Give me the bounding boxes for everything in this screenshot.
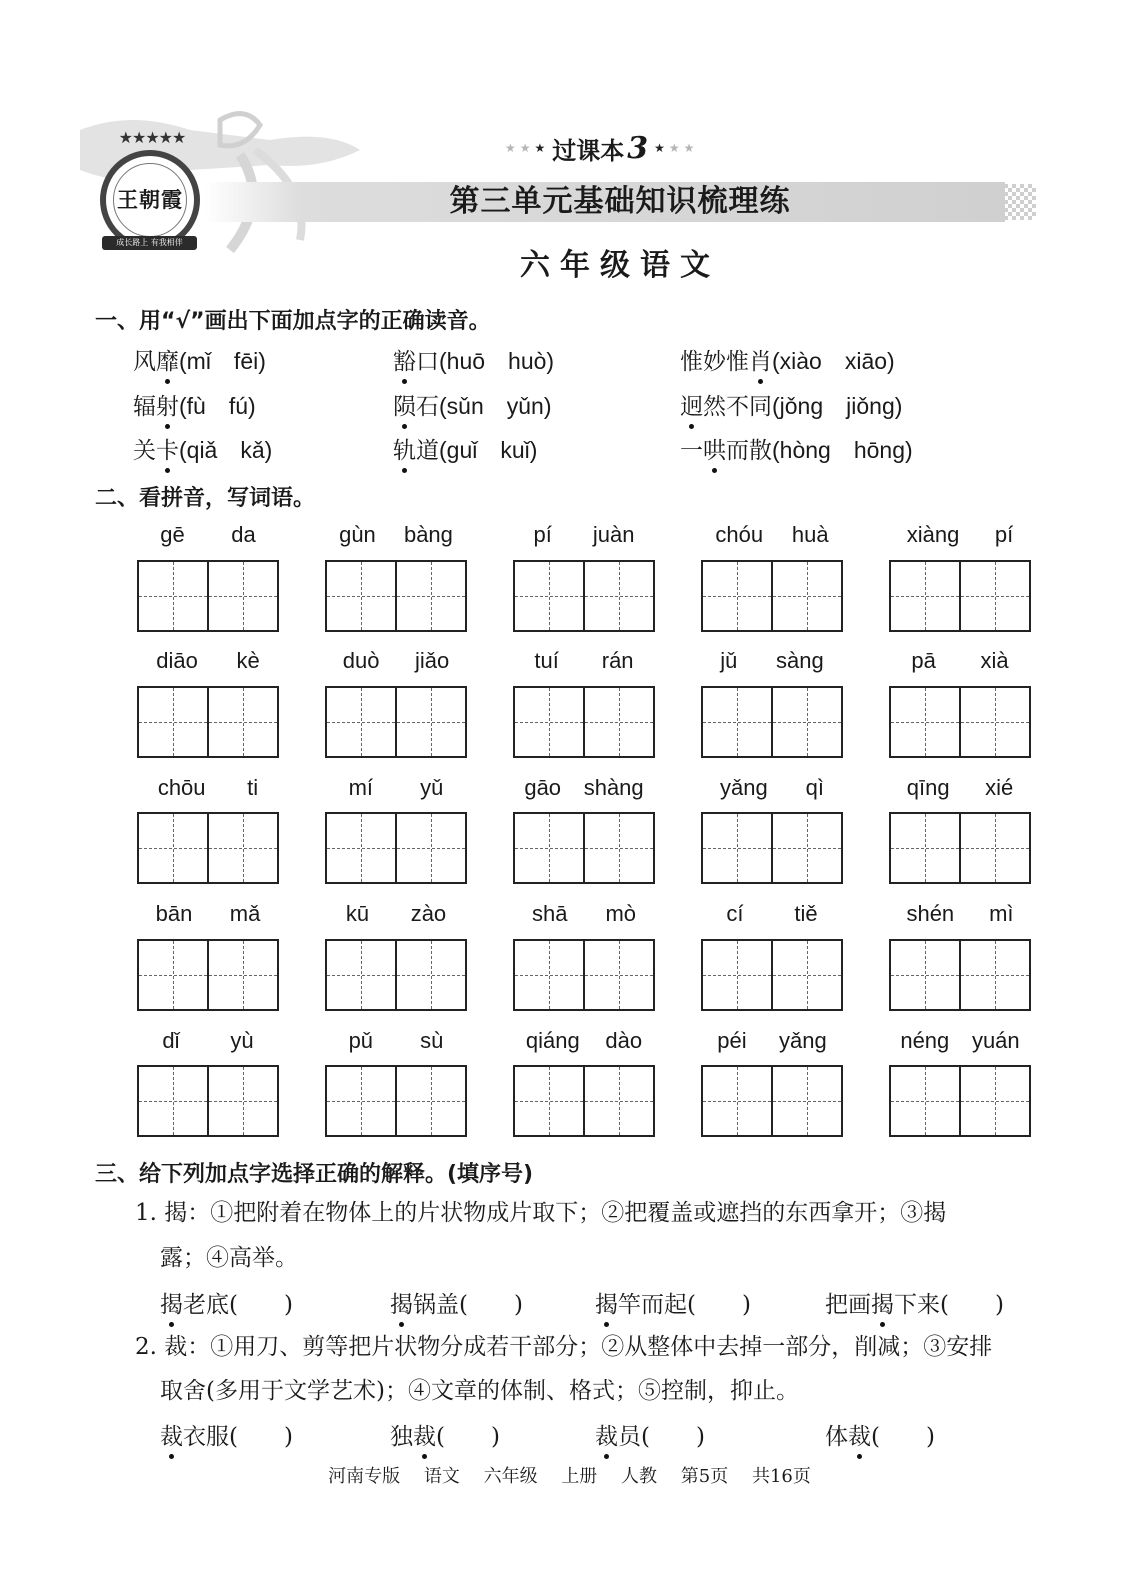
dotted-character: 肖 <box>749 349 772 375</box>
footer-subject: 语文 <box>423 1466 460 1487</box>
writing-box[interactable] <box>325 812 467 884</box>
dotted-character: 哄 <box>703 438 726 464</box>
pinyin-syllable: chóu <box>715 522 764 547</box>
writing-cell[interactable] <box>959 562 1029 630</box>
stars-right-icon: ★★★ <box>654 141 699 155</box>
pinyin-syllable: dǐ <box>162 1028 180 1053</box>
pinyin-syllable: sàng <box>775 648 824 673</box>
logo-stars-icon: ★★★★★ <box>118 128 186 147</box>
pinyin-options[interactable]: (huō huò) <box>439 348 555 374</box>
pronunciation-item <box>393 343 554 376</box>
writing-cell[interactable] <box>327 814 395 882</box>
course-label: 过课本 <box>552 135 625 165</box>
fill-text: 锅盖( ) <box>413 1292 523 1318</box>
course-tag <box>505 130 698 166</box>
writing-cell[interactable] <box>891 814 959 882</box>
pinyin-label <box>325 522 467 548</box>
writing-cell[interactable] <box>515 688 583 756</box>
writing-cell[interactable] <box>139 688 207 756</box>
pinyin-syllable: dào <box>605 1028 643 1053</box>
pinyin-label <box>889 648 1031 674</box>
logo-badge <box>100 150 200 250</box>
logo-name: 王朝霞 <box>117 187 183 212</box>
item-text-post: 而散 <box>726 438 772 464</box>
fill-text: ( ) <box>871 1424 935 1450</box>
pinyin-label <box>137 648 279 674</box>
pinyin-syllable: jiǎo <box>414 648 450 673</box>
writing-box[interactable] <box>325 560 467 632</box>
logo-motto: 成长路上 有我相伴 <box>102 236 197 250</box>
item-text-post: 石 <box>416 394 439 420</box>
pronunciation-item <box>680 388 902 421</box>
fill-text: 下来( ) <box>894 1292 1004 1318</box>
fill-text: 把画 <box>825 1292 871 1318</box>
dotted-character: 轨 <box>393 438 416 464</box>
pinyin-syllable: tiě <box>794 901 818 926</box>
pinyin-syllable: bàng <box>403 522 453 547</box>
writing-box[interactable] <box>137 1065 279 1137</box>
pronunciation-item <box>680 343 895 376</box>
dotted-character: 卡 <box>156 438 179 464</box>
pronunciation-item <box>680 432 913 465</box>
writing-cell[interactable] <box>583 814 653 882</box>
pinyin-syllable: kè <box>236 648 260 673</box>
pinyin-label <box>513 1028 655 1054</box>
checker-decoration <box>1000 184 1036 220</box>
stars-left-icon: ★★★ <box>505 141 550 155</box>
pinyin-syllable: duò <box>342 648 380 673</box>
pronunciation-item <box>133 343 266 376</box>
pinyin-label <box>137 1028 279 1054</box>
dotted-character: 靡 <box>156 349 179 375</box>
writing-cell[interactable] <box>207 814 277 882</box>
writing-cell[interactable] <box>583 562 653 630</box>
pinyin-options[interactable]: (xiào xiāo) <box>772 348 895 374</box>
fill-text: 员( ) <box>618 1424 705 1450</box>
dotted-character: 陨 <box>393 394 416 420</box>
fill-text: 体 <box>825 1424 848 1450</box>
writing-cell[interactable] <box>703 941 771 1009</box>
pinyin-syllable: yǔ <box>420 775 444 800</box>
writing-box[interactable] <box>889 560 1031 632</box>
writing-box[interactable] <box>701 686 843 758</box>
pinyin-label <box>325 1028 467 1054</box>
dotted-character: 迥 <box>680 394 703 420</box>
pinyin-syllable: xià <box>980 648 1009 673</box>
writing-box[interactable] <box>701 812 843 884</box>
pinyin-syllable: mò <box>605 901 636 926</box>
pinyin-label <box>137 775 279 801</box>
fill-item[interactable] <box>160 1286 293 1319</box>
writing-cell[interactable] <box>583 688 653 756</box>
pinyin-label <box>137 522 279 548</box>
footer-total: 共16页 <box>751 1466 811 1487</box>
pinyin-label <box>325 648 467 674</box>
writing-cell[interactable] <box>959 814 1029 882</box>
writing-box[interactable] <box>513 560 655 632</box>
pronunciation-item <box>393 432 537 465</box>
writing-box[interactable] <box>701 560 843 632</box>
writing-cell[interactable] <box>139 1067 207 1135</box>
writing-cell[interactable] <box>139 814 207 882</box>
fill-text: 竿而起( ) <box>618 1292 751 1318</box>
dotted-character: 裁 <box>848 1424 871 1450</box>
writing-box[interactable] <box>137 939 279 1011</box>
writing-cell[interactable] <box>515 814 583 882</box>
pinyin-label <box>889 1028 1031 1054</box>
writing-cell[interactable] <box>583 941 653 1009</box>
pinyin-label <box>889 775 1031 801</box>
writing-cell[interactable] <box>959 688 1029 756</box>
pinyin-label <box>701 775 843 801</box>
writing-box[interactable] <box>513 812 655 884</box>
q2-definition-line1: 2. 裁：①用刀、剪等把片状物分成若干部分；②从整体中去掉一部分，削减；③安排 <box>135 1334 993 1360</box>
writing-box[interactable] <box>513 1065 655 1137</box>
pinyin-label <box>701 522 843 548</box>
writing-cell[interactable] <box>395 941 465 1009</box>
writing-cell[interactable] <box>515 1067 583 1135</box>
writing-cell[interactable] <box>703 562 771 630</box>
pinyin-syllable: bān <box>155 901 193 926</box>
fill-item[interactable] <box>825 1286 1004 1319</box>
pinyin-label <box>701 901 843 927</box>
writing-cell[interactable] <box>583 1067 653 1135</box>
course-number: 3 <box>627 130 649 166</box>
writing-box[interactable] <box>137 686 279 758</box>
writing-box[interactable] <box>513 939 655 1011</box>
pinyin-options[interactable]: (fù fú) <box>179 393 256 419</box>
pinyin-syllable: rán <box>601 648 634 673</box>
dotted-character: 裁 <box>595 1424 618 1450</box>
pinyin-syllable: yù <box>230 1028 254 1053</box>
pinyin-syllable: cí <box>726 901 744 926</box>
dotted-character: 射 <box>156 394 179 420</box>
pinyin-syllable: pí <box>994 522 1014 547</box>
writing-cell[interactable] <box>327 1067 395 1135</box>
dotted-character: 揭 <box>160 1292 183 1318</box>
footer-edition: 河南专版 <box>328 1466 401 1487</box>
pinyin-syllable: mǎ <box>229 901 261 926</box>
pronunciation-item <box>133 388 256 421</box>
dotted-character: 豁 <box>393 349 416 375</box>
pronunciation-item <box>133 432 272 465</box>
fill-text: 独 <box>390 1424 413 1450</box>
pinyin-syllable: zào <box>410 901 447 926</box>
writing-cell[interactable] <box>703 688 771 756</box>
footer-grade: 六年级 <box>483 1466 538 1487</box>
fill-item[interactable] <box>595 1286 751 1319</box>
pinyin-label <box>701 1028 843 1054</box>
pinyin-syllable: juàn <box>592 522 635 547</box>
pinyin-syllable: da <box>231 522 256 547</box>
writing-cell[interactable] <box>327 688 395 756</box>
footer-page: 第5页 <box>680 1466 729 1487</box>
writing-cell[interactable] <box>771 688 841 756</box>
pinyin-syllable: sù <box>420 1028 444 1053</box>
footer-volume: 上册 <box>561 1466 598 1487</box>
writing-box[interactable] <box>889 686 1031 758</box>
writing-cell[interactable] <box>771 941 841 1009</box>
pinyin-label <box>513 522 655 548</box>
pinyin-syllable: yuán <box>971 1028 1020 1053</box>
writing-cell[interactable] <box>139 941 207 1009</box>
fill-text: 衣服( ) <box>183 1424 293 1450</box>
pinyin-options[interactable]: (jǒng jiǒng) <box>772 393 903 419</box>
footer-publisher: 人教 <box>621 1466 658 1487</box>
writing-cell[interactable] <box>891 941 959 1009</box>
pinyin-options[interactable]: (sǔn yǔn) <box>439 393 552 419</box>
writing-cell[interactable] <box>959 1067 1029 1135</box>
pinyin-syllable: kū <box>345 901 370 926</box>
pinyin-syllable: néng <box>900 1028 950 1053</box>
pinyin-options[interactable]: (mǐ fēi) <box>179 348 266 374</box>
pinyin-syllable: shàng <box>583 775 644 800</box>
pinyin-label <box>889 522 1031 548</box>
page-footer <box>0 1462 1139 1488</box>
pronunciation-item <box>393 388 551 421</box>
dotted-character: 裁 <box>160 1424 183 1450</box>
writing-cell[interactable] <box>891 688 959 756</box>
writing-cell[interactable] <box>959 941 1029 1009</box>
fill-item[interactable] <box>160 1418 293 1451</box>
section2-title: 二、看拼音，写词语。 <box>95 486 316 511</box>
writing-cell[interactable] <box>207 688 277 756</box>
pinyin-syllable: gē <box>160 522 185 547</box>
unit-title: 第三单元基础知识梳理练 <box>449 184 791 219</box>
writing-box[interactable] <box>325 686 467 758</box>
writing-cell[interactable] <box>395 1067 465 1135</box>
pinyin-syllable: diāo <box>156 648 198 673</box>
writing-box[interactable] <box>137 560 279 632</box>
fill-item[interactable] <box>390 1286 523 1319</box>
writing-cell[interactable] <box>207 562 277 630</box>
fill-text: ( ) <box>436 1424 500 1450</box>
item-text-pre: 风 <box>133 349 156 375</box>
pinyin-syllable: tuí <box>534 648 559 673</box>
dotted-character: 裁 <box>413 1424 436 1450</box>
pinyin-syllable: shā <box>531 901 568 926</box>
pinyin-label <box>513 775 655 801</box>
pinyin-syllable: ti <box>247 775 259 800</box>
item-text-post: 道 <box>416 438 439 464</box>
pinyin-syllable: pǔ <box>348 1028 374 1053</box>
pinyin-syllable: qì <box>805 775 824 800</box>
fill-item[interactable] <box>390 1418 500 1451</box>
writing-cell[interactable] <box>327 941 395 1009</box>
pinyin-options[interactable]: (qiǎ kǎ) <box>179 437 273 463</box>
fill-item[interactable] <box>595 1418 705 1451</box>
fill-text: 老底( ) <box>183 1292 293 1318</box>
pinyin-syllable: gùn <box>339 522 376 547</box>
writing-cell[interactable] <box>395 688 465 756</box>
writing-cell[interactable] <box>395 814 465 882</box>
section3-title: 三、给下列加点字选择正确的解释。(填序号) <box>95 1162 534 1187</box>
pinyin-syllable: jǔ <box>720 648 738 673</box>
writing-cell[interactable] <box>515 941 583 1009</box>
item-text-pre: 一 <box>680 438 703 464</box>
pinyin-syllable: xié <box>985 775 1014 800</box>
writing-box[interactable] <box>513 686 655 758</box>
writing-cell[interactable] <box>395 562 465 630</box>
q1-definition-line1: 1. 揭：①把附着在物体上的片状物成片取下；②把覆盖或遮挡的东西拿开；③揭 <box>135 1200 947 1226</box>
pinyin-syllable: mí <box>348 775 374 800</box>
fill-item[interactable] <box>825 1418 935 1451</box>
section1-title: 一、用“√”画出下面加点字的正确读音。 <box>95 309 491 334</box>
writing-cell[interactable] <box>139 562 207 630</box>
pinyin-syllable: huà <box>791 522 829 547</box>
pinyin-syllable: yǎng <box>719 775 768 800</box>
pinyin-syllable: péi <box>717 1028 747 1053</box>
q1-definition-line2: 露；④高举。 <box>160 1245 298 1271</box>
pinyin-syllable: qīng <box>906 775 950 800</box>
item-text-post: 口 <box>416 349 439 375</box>
pinyin-options[interactable]: (hòng hōng) <box>772 437 913 463</box>
writing-cell[interactable] <box>207 1067 277 1135</box>
writing-cell[interactable] <box>207 941 277 1009</box>
pinyin-label <box>325 901 467 927</box>
writing-box[interactable] <box>889 812 1031 884</box>
q2-definition-line2: 取舍(多用于文学艺术)；④文章的体制、格式；⑤控制，抑止。 <box>160 1378 799 1404</box>
pinyin-syllable: chōu <box>157 775 206 800</box>
pinyin-label <box>325 775 467 801</box>
item-text-pre: 关 <box>133 438 156 464</box>
pinyin-label <box>889 901 1031 927</box>
writing-box[interactable] <box>325 1065 467 1137</box>
writing-cell[interactable] <box>891 562 959 630</box>
pinyin-syllable: shén <box>906 901 955 926</box>
writing-box[interactable] <box>701 939 843 1011</box>
pinyin-syllable: pí <box>533 522 552 547</box>
writing-box[interactable] <box>889 939 1031 1011</box>
pinyin-syllable: qiáng <box>525 1028 580 1053</box>
item-text-pre: 辐 <box>133 394 156 420</box>
pinyin-syllable: mì <box>989 901 1014 926</box>
writing-cell[interactable] <box>703 814 771 882</box>
writing-cell[interactable] <box>771 814 841 882</box>
writing-cell[interactable] <box>327 562 395 630</box>
writing-box[interactable] <box>325 939 467 1011</box>
item-text-post: 然不同 <box>703 394 772 420</box>
brand-logo <box>92 128 212 253</box>
pinyin-syllable: yǎng <box>779 1028 827 1053</box>
writing-cell[interactable] <box>703 1067 771 1135</box>
pinyin-label <box>513 648 655 674</box>
pinyin-label <box>137 901 279 927</box>
pinyin-syllable: pā <box>911 648 936 673</box>
pinyin-label <box>513 901 655 927</box>
pinyin-options[interactable]: (guǐ kuǐ) <box>439 437 538 463</box>
writing-cell[interactable] <box>891 1067 959 1135</box>
dotted-character: 揭 <box>390 1292 413 1318</box>
writing-box[interactable] <box>701 1065 843 1137</box>
writing-cell[interactable] <box>771 1067 841 1135</box>
pinyin-syllable: gāo <box>524 775 562 800</box>
item-text-pre: 惟妙惟 <box>680 349 749 375</box>
writing-cell[interactable] <box>515 562 583 630</box>
dotted-character: 揭 <box>871 1292 894 1318</box>
writing-cell[interactable] <box>771 562 841 630</box>
dotted-character: 揭 <box>595 1292 618 1318</box>
writing-box[interactable] <box>137 812 279 884</box>
pinyin-label <box>701 648 843 674</box>
writing-box[interactable] <box>889 1065 1031 1137</box>
grade-title: 六年级语文 <box>520 248 720 283</box>
pinyin-syllable: xiàng <box>906 522 960 547</box>
